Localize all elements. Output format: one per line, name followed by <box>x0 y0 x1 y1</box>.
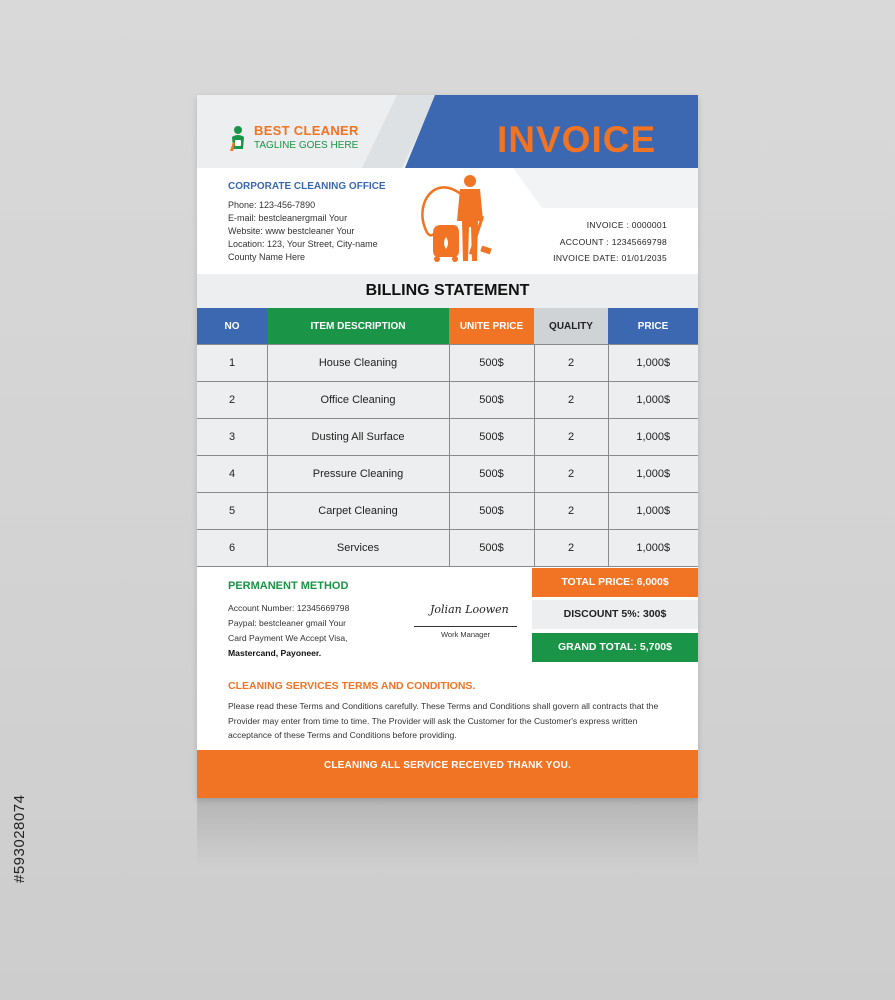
invoice-title: INVOICE <box>497 119 657 160</box>
col-header-quality: QUALITY <box>534 308 608 345</box>
table-row <box>197 456 698 493</box>
company-contact <box>228 199 378 264</box>
items-table <box>197 308 698 567</box>
cell-unit-price: 500$ <box>449 345 534 382</box>
table-row <box>197 493 698 530</box>
cell-description: Dusting All Surface <box>267 419 449 456</box>
broom-bucket-logo-icon <box>229 125 247 151</box>
footer-text: CLEANING ALL SERVICE RECEIVED THANK YOU. <box>323 760 572 771</box>
cell-unit-price: 500$ <box>449 456 534 493</box>
invoice-number: INVOICE : 0000001 <box>586 220 667 230</box>
cell-no: 4 <box>197 456 267 493</box>
company-name: CORPORATE CLEANING OFFICE <box>228 181 386 192</box>
footer-bar <box>197 750 698 798</box>
col-header-no: NO <box>197 308 267 345</box>
terms-text: Please read these Terms and Conditions carefully. These Terms and Conditions shall govern all contracts that the Provider may enter from time to time. The Provider will ask the Customer for the Customer's express written acceptance of these Terms and Conditions before providing. <box>228 701 659 740</box>
total-price: TOTAL PRICE: 6,000$ <box>532 568 698 597</box>
payment-paypal: Paypal: bestcleaner gmail Your <box>228 618 346 628</box>
company-phone: Phone: 123-456-7890 <box>228 200 316 210</box>
invoice-page <box>197 95 698 798</box>
account-number: ACCOUNT : 12345669798 <box>559 236 667 247</box>
cell-no: 6 <box>197 530 267 567</box>
cell-quality: 2 <box>534 493 608 530</box>
cell-description: Carpet Cleaning <box>267 493 449 530</box>
billing-title: BILLING STATEMENT <box>365 282 530 299</box>
cell-no: 2 <box>197 382 267 419</box>
col-header-price: PRICE <box>608 308 698 345</box>
cell-quality: 2 <box>534 530 608 567</box>
signature: Jolian Loowen <box>430 603 509 616</box>
table-row <box>197 530 698 567</box>
col-header-description: ITEM DESCRIPTION <box>267 308 449 345</box>
cell-unit-price: 500$ <box>449 382 534 419</box>
cell-description: Pressure Cleaning <box>267 456 449 493</box>
cell-unit-price: 500$ <box>449 493 534 530</box>
payment-title: PERMANENT METHOD <box>228 580 349 592</box>
company-email: E-mail: bestcleanergmail Your <box>228 213 348 223</box>
company-county: County Name Here <box>228 252 306 262</box>
paper-reflection <box>197 798 698 868</box>
cell-price: 1,000$ <box>608 456 698 493</box>
col-header-unit-price: UNITE PRICE <box>449 308 534 345</box>
payment-account: Account Number: 12345669798 <box>228 603 350 613</box>
cell-quality: 2 <box>534 345 608 382</box>
brand-tagline: TAGLINE GOES HERE <box>254 140 359 151</box>
table-header-row <box>197 308 698 345</box>
cell-description: Office Cleaning <box>267 382 449 419</box>
cell-no: 3 <box>197 419 267 456</box>
cell-description: House Cleaning <box>267 345 449 382</box>
payment-card: Card Payment We Accept Visa, <box>228 633 348 643</box>
cleaner-with-vacuum-icon <box>415 173 505 263</box>
cell-quality: 2 <box>534 456 608 493</box>
payment-details <box>228 601 349 661</box>
company-location: Location: 123, Your Street, City-name <box>228 239 378 249</box>
cell-price: 1,000$ <box>608 530 698 567</box>
table-row <box>197 382 698 419</box>
cell-no: 1 <box>197 345 267 382</box>
cell-quality: 2 <box>534 419 608 456</box>
signature-role: Work Manager <box>440 630 491 639</box>
signature-line <box>414 626 517 627</box>
cell-price: 1,000$ <box>608 382 698 419</box>
brand-name: BEST CLEANER <box>254 123 359 138</box>
cell-price: 1,000$ <box>608 493 698 530</box>
terms-title: CLEANING SERVICES TERMS AND CONDITIONS. <box>228 680 476 692</box>
cell-unit-price: 500$ <box>449 530 534 567</box>
cell-quality: 2 <box>534 382 608 419</box>
invoice-meta <box>553 217 667 267</box>
cell-unit-price: 500$ <box>449 419 534 456</box>
stock-image-id: #593028074 <box>11 794 28 883</box>
cell-price: 1,000$ <box>608 419 698 456</box>
cell-price: 1,000$ <box>608 345 698 382</box>
cell-description: Services <box>267 530 449 567</box>
cell-no: 5 <box>197 493 267 530</box>
table-row <box>197 419 698 456</box>
table-row <box>197 345 698 382</box>
grand-total: GRAND TOTAL: 5,700$ <box>532 633 698 662</box>
company-website: Website: www bestcleaner Your <box>228 226 355 236</box>
invoice-date: INVOICE DATE: 01/01/2035 <box>553 253 667 263</box>
payment-card-types: Mastercand, Payoneer. <box>228 648 322 658</box>
discount: DISCOUNT 5%: 300$ <box>532 600 698 629</box>
